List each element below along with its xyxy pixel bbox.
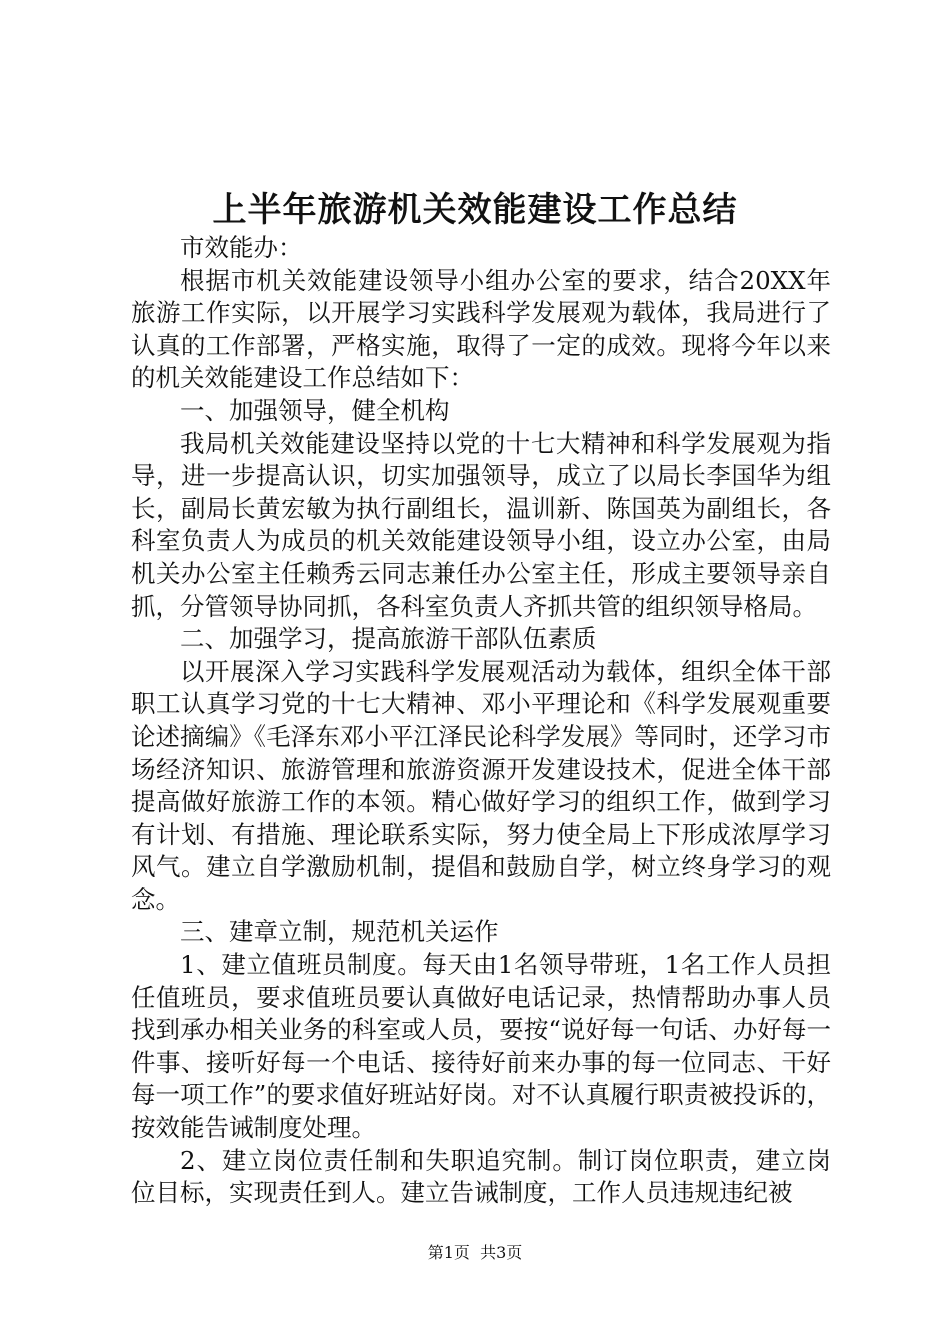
page-number: 第1页 (427, 1243, 470, 1262)
section-paragraph-2: 以开展深入学习实践科学发展观活动为载体，组织全体干部职工认真学习党的十七大精神、邓小平理论和《科学发展观重要论述摘编》《毛泽东邓小平江泽民论科学发展》等同时，还学习市场经济知识、旅游管理和旅游资源开发建设技术，促进全体干部提高做好旅游工作的本领。精心做好学习的组织工作，做到学习有计划、有措施、理论联系实际，努力使全局上下形成浓厚学习风气。建立自学激励机制，提倡和鼓励自学，树立终身学习的观念。 (131, 656, 831, 914)
page-footer (0, 1242, 950, 1264)
section-item-2: 2、建立岗位责任制和失职追究制。制订岗位职责，建立岗位目标，实现责任到人。建立告诫制度，工作人员违规违纪被 (131, 1145, 831, 1208)
salutation: 市效能办： (180, 233, 303, 262)
section-heading-3: 三、建章立制，规范机关运作 (180, 917, 499, 947)
document-title: 上半年旅游机关效能建设工作总结 (212, 190, 738, 230)
intro-paragraph: 根据市机关效能建设领导小组办公室的要求，结合20XX年旅游工作实际，以开展学习实践科学发展观为载体，我局进行了认真的工作部署，严格实施，取得了一定的成效。现将今年以来的机关效能建设工作总结如下： (131, 265, 831, 393)
page-total: 共3页 (480, 1243, 523, 1262)
section-item-1: 1、建立值班员制度。每天由1名领导带班，1名工作人员担任值班员，要求值班员要认真做好电话记录，热情帮助办事人员找到承办相关业务的科室或人员，要按“说好每一句话、办好每一件事、接听好每一个电话、接待好前来办事的每一位同志、干好每一项工作”的要求值好班站好岗。对不认真履行职责被投诉的，按效能告诫制度处理。 (131, 950, 831, 1143)
section-heading-1: 一、加强领导，健全机构 (180, 395, 450, 425)
footer-separator (470, 1243, 480, 1262)
section-heading-2: 二、加强学习，提高旅游干部队伍素质 (180, 624, 597, 654)
section-paragraph-1: 我局机关效能建设坚持以党的十七大精神和科学发展观为指导，进一步提高认识，切实加强领导，成立了以局长李国华为组长，副局长黄宏敏为执行副组长，温训新、陈国英为副组长，各科室负责人为成员的机关效能建设领导小组，设立办公室，由局机关办公室主任赖秀云同志兼任办公室主任，形成主要领导亲自抓，分管领导协同抓，各科室负责人齐抓共管的组织领导格局。 (131, 428, 831, 621)
document-body (131, 232, 831, 1210)
